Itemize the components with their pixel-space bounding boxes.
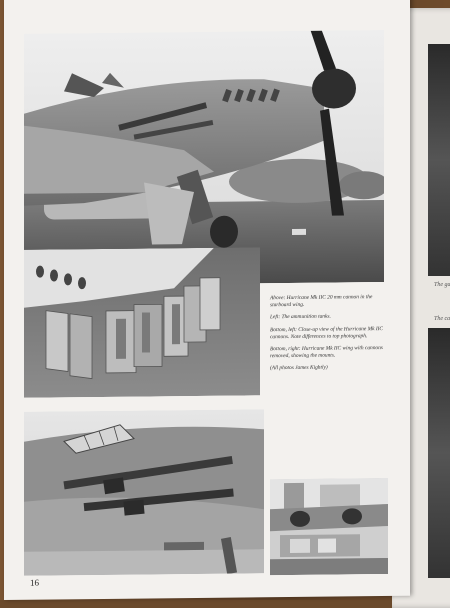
facing-page-photo-bottom [428, 328, 450, 578]
caption-bottom-left: Bottom, left: Close-up view of the Hurricane Mk IIC cannons. Note differences to top photograph. [270, 325, 384, 341]
photo-captions [270, 294, 394, 378]
book-page [4, 0, 410, 600]
facing-page-caption-top: The ga [434, 282, 450, 288]
page-number: 16 [30, 577, 39, 588]
caption-left: Left: The ammunition tanks. [270, 313, 331, 321]
ammunition-tanks-photo [24, 247, 260, 397]
facing-page-caption-mid: The ca [434, 316, 450, 322]
wing-cannon-mounts-photo [270, 478, 388, 575]
caption-bottom-right: Bottom, right: Hurricane Mk IIC wing with cannons removed, showing the mounts. [270, 345, 383, 360]
cannons-closeup-photo [24, 409, 264, 576]
facing-page-photo-top [428, 44, 450, 276]
photo-credit: (All photos James Kightly) [270, 365, 328, 372]
caption-above: Above: Hurricane Mk IIC 20 mm cannon in the starboard wing. [270, 294, 373, 309]
